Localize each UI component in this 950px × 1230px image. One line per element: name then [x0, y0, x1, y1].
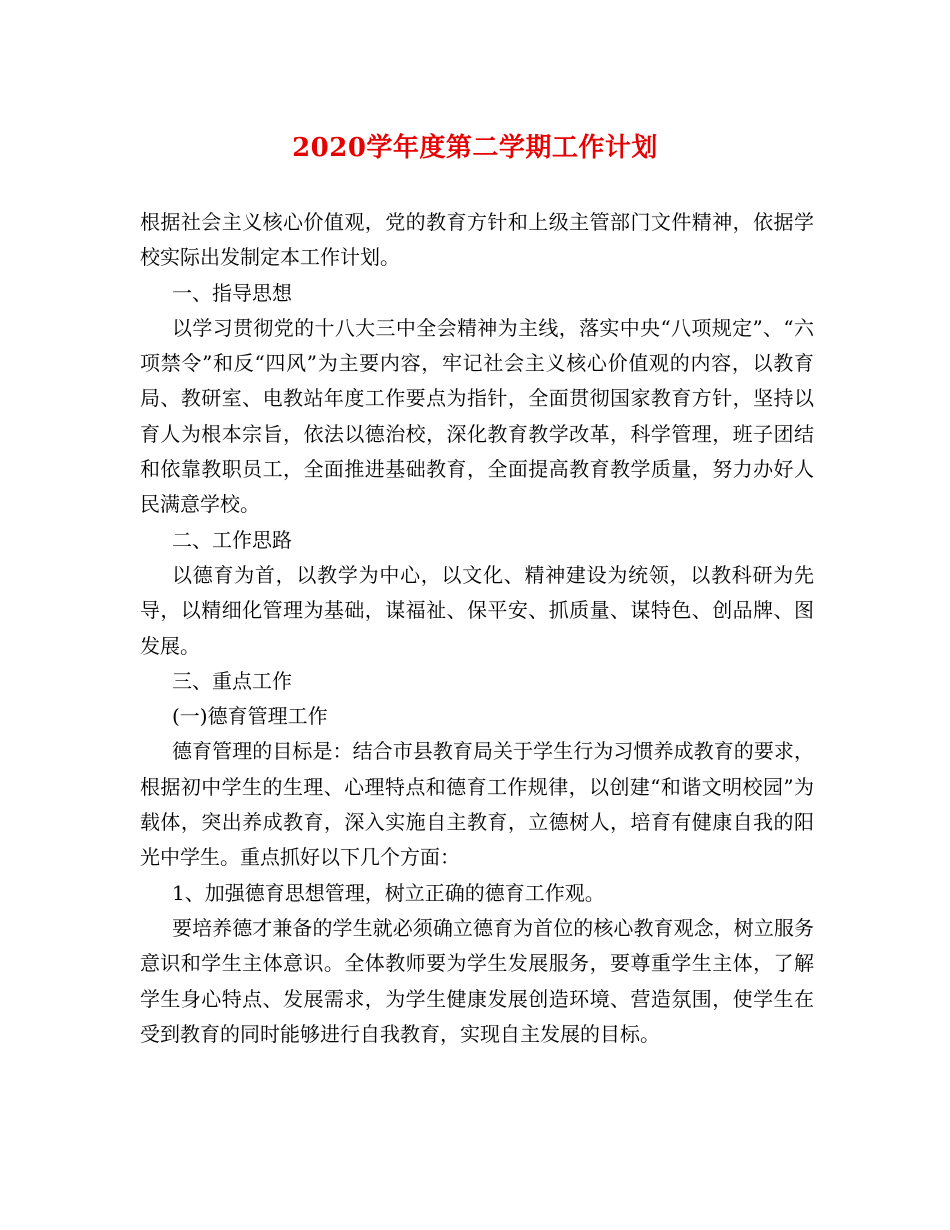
- document-title: 2020学年度第二学期工作计划: [292, 133, 658, 163]
- paragraph-work-approach: 以德育为首，以教学为中心，以文化、精神建设为统领，以教科研为先导，以精细化管理为基础，谋福祉、保平安、抓质量、谋特色、创品牌、图发展。: [140, 562, 814, 658]
- paragraph-cultivate-students: 要培养德才兼备的学生就必须确立德育为首位的核心教育观念，树立服务意识和学生主体意识。全体教师要为学生发展服务，要尊重学生主体，了解学生身心特点、发展需求，为学生健康发展创造环境、营造氛围，使学生在受到教育的同时能够进行自我教育，实现自主发展的目标。: [140, 915, 814, 1046]
- paragraph-moral-goal: 德育管理的目标是：结合市县教育局关于学生行为习惯养成教育的要求，根据初中学生的生理、心理特点和德育工作规律，以创建“和谐文明校园”为载体，突出养成教育，深入实施自主教育，立德树人，培育有健康自我的阳光中学生。重点抓好以下几个方面：: [140, 739, 814, 870]
- heading-work-approach: 二、工作思路: [172, 527, 292, 552]
- item-strengthen-moral-thinking: 1、加强德育思想管理，树立正确的德育工作观。: [172, 880, 605, 905]
- paragraph-intro: 根据社会主义核心价值观，党的教育方针和上级主管部门文件精神，依据学校实际出发制定本工作计划。: [140, 210, 814, 270]
- paragraph-guiding-thought: 以学习贯彻党的十八大三中全会精神为主线，落实中央“八项规定”、“六项禁令”和反“四风”为主要内容，牢记社会主义核心价值观的内容，以教育局、教研室、电教站年度工作要点为指针，全面贯彻国家教育方针，坚持以育人为根本宗旨，依法以德治校，深化教育教学改革，科学管理，班子团结和依靠教职员工，全面推进基础教育，全面提高教育教学质量，努力办好人民满意学校。: [140, 315, 814, 517]
- heading-guiding-thought: 一、指导思想: [172, 280, 292, 305]
- heading-key-work: 三、重点工作: [172, 668, 292, 693]
- subheading-moral-management: (一)德育管理工作: [172, 704, 328, 729]
- document-body: [140, 205, 814, 1052]
